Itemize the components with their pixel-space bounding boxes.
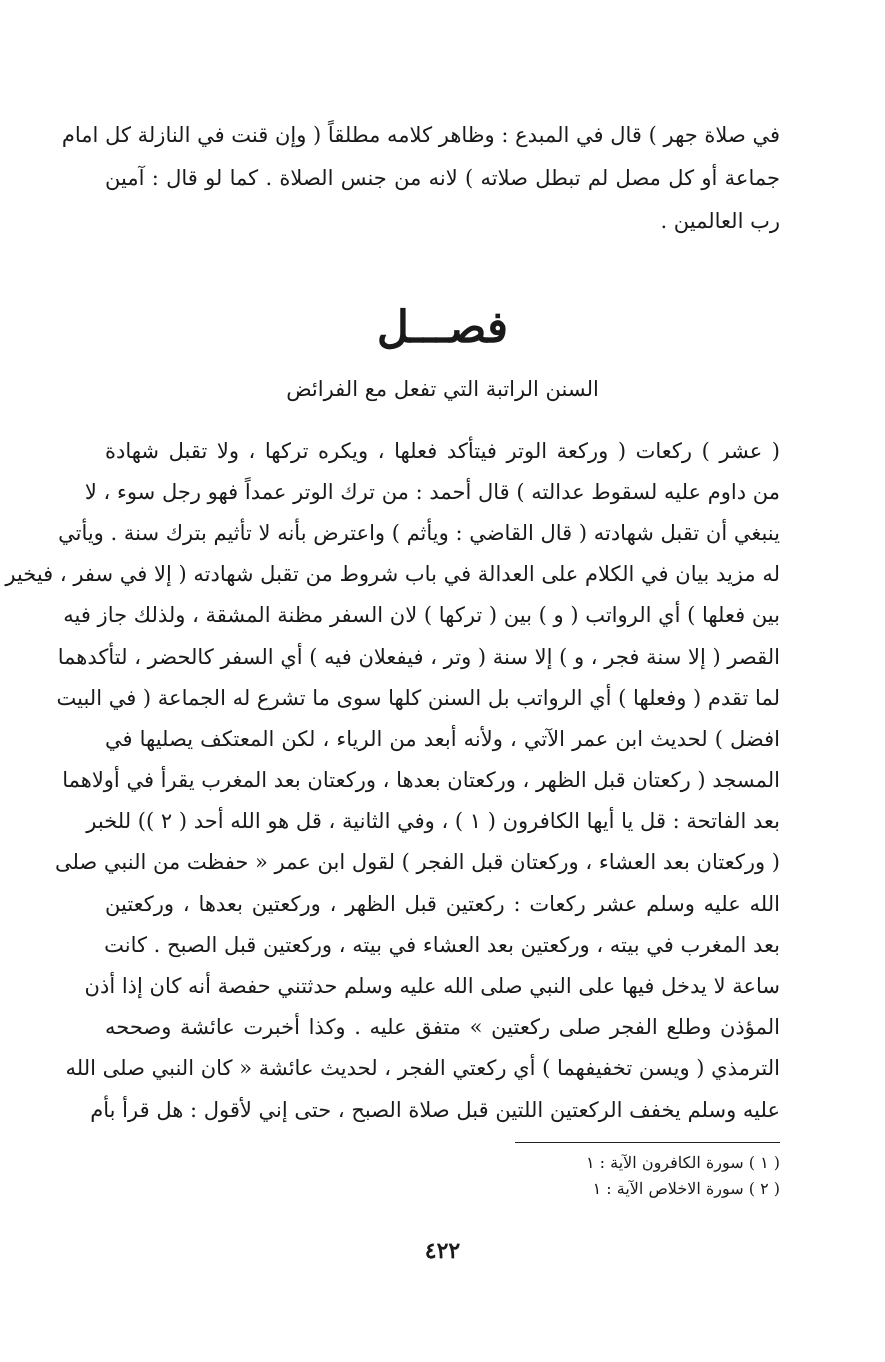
body-line: الترمذي ( ويسن تخفيفهما ) أي ركعتي الفجر ، لحديث عائشة « كان النبي صلى الله: [65, 1056, 780, 1080]
body-line: بعد المغرب في بيته ، وركعتين بعد العشاء في بيته ، وركعتين قبل الصبح . كانت: [104, 933, 780, 957]
section-title: فصـــل: [376, 302, 509, 353]
body-line: المسجد ( ركعتان قبل الظهر ، وركعتان بعدها ، وركعتان بعد المغرب يقرأ في أولاهما: [62, 768, 780, 792]
body-line: افضل ) لحديث ابن عمر الآتي ، ولأنه أبعد من الرياء ، لكن المعتكف يصليها في: [105, 727, 780, 751]
page-number: ٤٢٢: [424, 1238, 461, 1264]
body-line: بعد الفاتحة : قل يا أيها الكافرون ( ١ ) ، وفي الثانية ، قل هو الله أحد ( ٢ )) للخبر: [86, 809, 780, 833]
body-line: المؤذن وطلع الفجر صلى ركعتين » متفق عليه . وكذا أخبرت عائشة وصححه: [105, 1015, 780, 1039]
body-line: لما تقدم ( وفعلها ) أي الرواتب بل السنن كلها سوى ما تشرع له الجماعة ( في البيت: [56, 686, 780, 710]
footnote: ( ٢ ) سورة الاخلاص الآية : ١: [592, 1179, 780, 1198]
intro-line: في صلاة جهر ) قال في المبدع : وظاهر كلامه مطلقاً ( وإن قنت في النازلة كل امام: [61, 123, 780, 147]
section-subtitle: السنن الراتبة التي تفعل مع الفرائض: [286, 377, 599, 401]
intro-line: جماعة أو كل مصل لم تبطل صلاته ) لانه من جنس الصلاة . كما لو قال : آمين: [105, 166, 780, 190]
body-line: ينبغي أن تقبل شهادته ( قال القاضي : ويأثم ) واعترض بأنه لا تأثيم بترك سنة . ويأتي: [58, 521, 780, 545]
footnote: ( ١ ) سورة الكافرون الآية : ١: [585, 1153, 780, 1172]
body-line: له مزيد بيان في الكلام على العدالة في باب شروط من تقبل شهادته ( إلا في سفر ، فيخير: [5, 562, 780, 586]
body-line: عليه وسلم يخفف الركعتين اللتين قبل صلاة الصبح ، حتى إني لأقول : هل قرأ بأم: [90, 1098, 780, 1122]
body-line: القصر ( إلا سنة فجر ، و ) إلا سنة ( وتر ، فيفعلان فيه ) أي السفر كالحضر ، لتأكدهما: [57, 645, 780, 669]
body-line: بين فعلها ) أي الرواتب ( و ) بين ( تركها ) لان السفر مظنة المشقة ، ولذلك جاز فيه: [63, 603, 780, 627]
intro-line: رب العالمين .: [660, 209, 780, 233]
footnote-divider: [515, 1142, 780, 1143]
body-line: ( وركعتان بعد العشاء ، وركعتان قبل الفجر ) لقول ابن عمر « حفظت من النبي صلى: [54, 850, 780, 874]
body-line: ساعة لا يدخل فيها على النبي صلى الله عليه وسلم حدثتني حفصة أنه كان إذا أذن: [84, 974, 780, 998]
body-line: الله عليه وسلم عشر ركعات : ركعتين قبل الظهر ، وركعتين بعدها ، وركعتين: [105, 892, 780, 916]
body-line: من داوم عليه لسقوط عدالته ) قال أحمد : من ترك الوتر عمداً فهو رجل سوء ، لا: [84, 480, 780, 504]
body-line: ( عشر ) ركعات ( وركعة الوتر فيتأكد فعلها ، ويكره تركها ، ولا تقبل شهادة: [105, 439, 780, 463]
